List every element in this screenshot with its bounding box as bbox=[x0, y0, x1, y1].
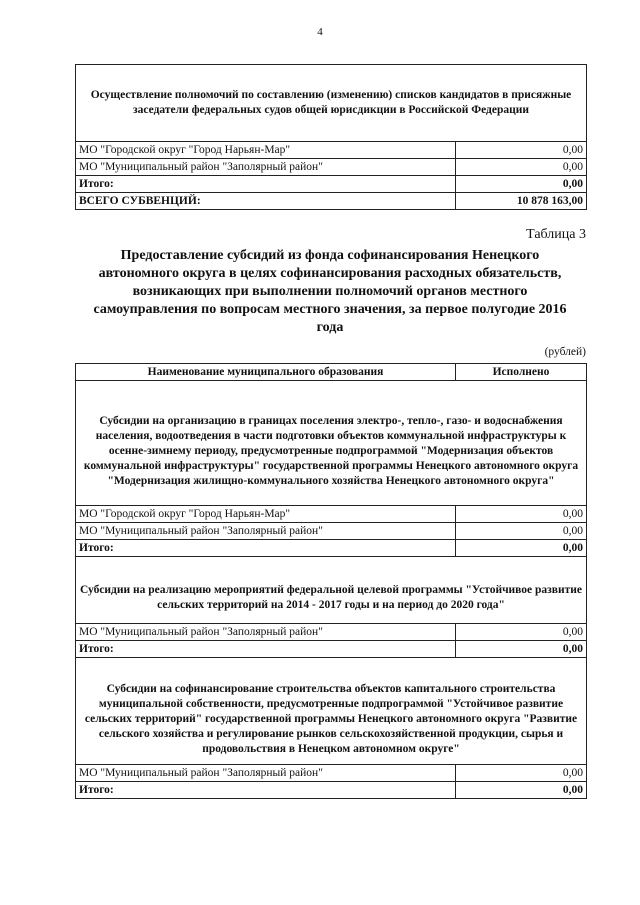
row-value: 0,00 bbox=[456, 765, 587, 782]
spacer-row bbox=[76, 658, 587, 675]
units-label: (рублей) bbox=[544, 346, 586, 358]
page-number: 4 bbox=[317, 26, 323, 38]
spacer-row bbox=[76, 381, 587, 398]
total-label: Итого: bbox=[76, 176, 456, 193]
table-row bbox=[76, 765, 587, 782]
table-row bbox=[76, 397, 587, 506]
table-row bbox=[76, 159, 587, 176]
total-value: 0,00 bbox=[456, 641, 587, 658]
subventions-table bbox=[75, 64, 587, 210]
table-row bbox=[76, 624, 587, 641]
row-value: 0,00 bbox=[456, 506, 587, 523]
table-title: Предоставление субсидий из фонда софинансирования Ненецкого автономного округа в целях софинансирования расходных обязательств, возникающих при выполнении полномочий органов местного самоуправления по вопросам местного значения, за первое полугодие 2016 года bbox=[93, 248, 567, 335]
row-name: МО "Муниципальный район "Заполярный район" bbox=[76, 624, 456, 641]
table-row bbox=[76, 674, 587, 765]
section-heading: Субсидии на реализацию мероприятий федеральной целевой программы "Устойчивое развитие сельских территорий на 2014 - 2017 годы и на период до 2020 года" bbox=[76, 573, 587, 624]
total-row bbox=[76, 782, 587, 799]
section-heading: Субсидии на организацию в границах поселения электро-, тепло-, газо- и водоснабжения населения, водоотведения в части подготовки объектов коммунальной инфраструктуры к осенне-зимнему периоду, предусмотренные подпрограммой "Модернизация объектов коммунальной инфраструктуры" государственной программы Ненецкого автономного округа "Модернизация жилищно-коммунального хозяйства Ненецкого автономного округа" bbox=[76, 397, 587, 506]
table-number-label: Таблица 3 bbox=[526, 227, 586, 242]
total-value: 0,00 bbox=[456, 782, 587, 799]
subsidies-table bbox=[75, 363, 587, 799]
total-label: Итого: bbox=[76, 782, 456, 799]
table-row bbox=[76, 523, 587, 540]
section-heading: Осуществление полномочий по составлению (изменению) списков кандидатов в присяжные заседатели федеральных судов общей юрисдикции в Российской Федерации bbox=[76, 65, 587, 142]
grand-total-label: ВСЕГО СУБВЕНЦИЙ: bbox=[76, 193, 456, 210]
section-heading: Субсидии на софинансирование строительства объектов капитального строительства муниципальной собственности, предусмотренные подпрограммой "Устойчивое развитие сельских территорий" государственной программы Ненецкого автономного округа "Развитие сельского хозяйства и регулирование рынков сельскохозяйственной продукции, сырья и продовольствия в Ненецком автономном округе" bbox=[76, 674, 587, 765]
total-label: Итого: bbox=[76, 641, 456, 658]
table-row bbox=[76, 506, 587, 523]
table-row bbox=[76, 142, 587, 159]
total-value: 0,00 bbox=[456, 176, 587, 193]
grand-total-value: 10 878 163,00 bbox=[456, 193, 587, 210]
grand-total-row bbox=[76, 193, 587, 210]
total-row bbox=[76, 176, 587, 193]
total-row bbox=[76, 641, 587, 658]
column-header-row bbox=[76, 364, 587, 381]
table-row bbox=[76, 573, 587, 624]
row-name: МО "Муниципальный район "Заполярный район" bbox=[76, 523, 456, 540]
row-value: 0,00 bbox=[456, 624, 587, 641]
row-name: МО "Городской округ "Город Нарьян-Мар" bbox=[76, 142, 456, 159]
total-label: Итого: bbox=[76, 540, 456, 557]
row-name: МО "Городской округ "Город Нарьян-Мар" bbox=[76, 506, 456, 523]
column-header-name: Наименование муниципального образования bbox=[76, 364, 456, 381]
total-value: 0,00 bbox=[456, 540, 587, 557]
row-name: МО "Муниципальный район "Заполярный район" bbox=[76, 159, 456, 176]
row-value: 0,00 bbox=[456, 523, 587, 540]
row-name: МО "Муниципальный район "Заполярный район" bbox=[76, 765, 456, 782]
row-value: 0,00 bbox=[456, 142, 587, 159]
spacer-row bbox=[76, 557, 587, 574]
table-row bbox=[76, 65, 587, 142]
row-value: 0,00 bbox=[456, 159, 587, 176]
total-row bbox=[76, 540, 587, 557]
column-header-value: Исполнено bbox=[456, 364, 587, 381]
